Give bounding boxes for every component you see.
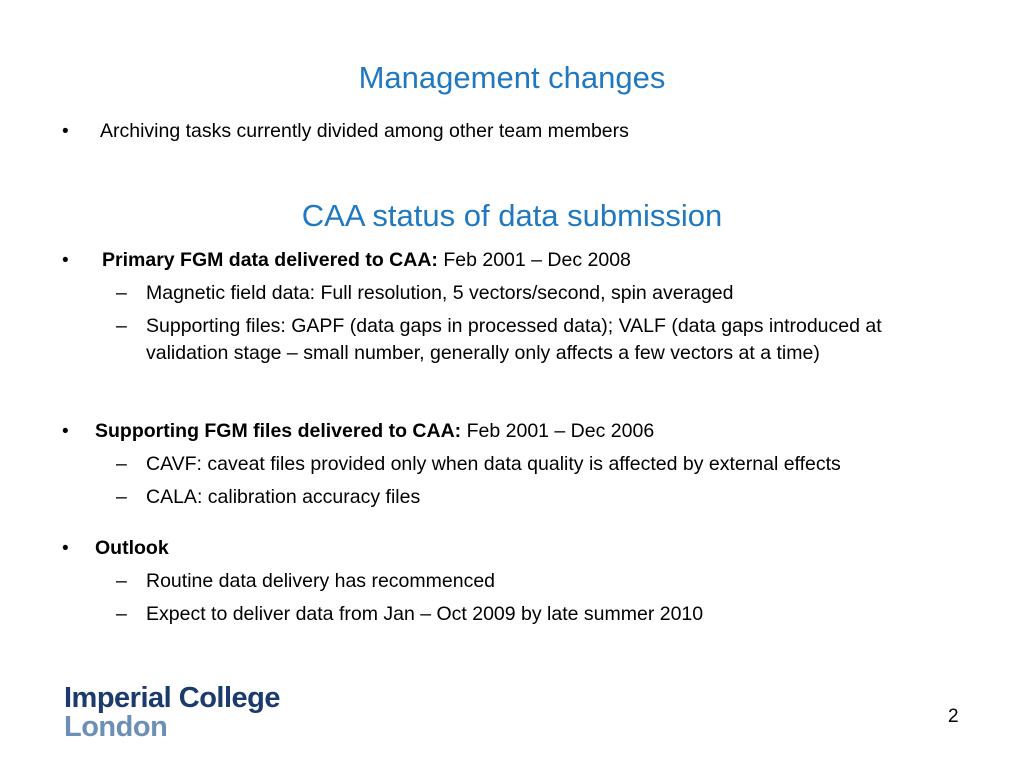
bullet-outlook [95,535,169,562]
bullet-primary-fgm-bold: Primary FGM data delivered to CAA: [102,249,438,271]
sub-magnetic-field: Magnetic field data: Full resolution, 5 vectors/second, spin averaged [146,282,734,304]
sub-expect-delivery: Expect to deliver data from Jan – Oct 2009 by late summer 2010 [146,603,704,625]
dash-marker: – [116,486,127,508]
sub-cala: CALA: calibration accuracy files [146,486,421,508]
section-title-caa-status: CAA status of data submission [301,198,723,233]
bullet-primary-fgm-text: Feb 2001 – Dec 2008 [437,249,631,271]
dash-marker: – [116,603,127,625]
bullet-marker: • [62,250,69,271]
bullet-supporting-fgm-text: Feb 2001 – Dec 2006 [461,420,655,442]
logo-line-2: London [64,711,168,743]
dash-marker: – [116,282,127,304]
dash-marker: – [116,315,127,337]
bullet-marker: • [62,538,69,559]
bullet-outlook-bold: Outlook [95,537,169,559]
bullet-marker: • [62,121,69,142]
section-title-management: Management changes [358,60,666,95]
dash-marker: – [116,570,127,592]
imperial-college-logo [64,684,280,742]
sub-supporting-files: Supporting files: GAPF (data gaps in processed data); VALF (data gaps introduced at validation stage – small number, generally only affects a few vectors at a time) [146,315,882,364]
sub-cavf: CAVF: caveat files provided only when data quality is affected by external effects [146,453,841,475]
bullet-marker: • [62,421,69,442]
sub-routine-delivery: Routine data delivery has recommenced [146,570,496,592]
bullet-supporting-fgm-bold: Supporting FGM files delivered to CAA: [95,420,462,442]
bullet-supporting-fgm [95,418,654,445]
logo-line-1: Imperial College [64,682,281,714]
page-number: 2 [948,706,959,727]
bullet-archiving: Archiving tasks currently divided among other team members [100,120,629,142]
bullet-primary-fgm [102,247,631,274]
dash-marker: – [116,453,127,475]
